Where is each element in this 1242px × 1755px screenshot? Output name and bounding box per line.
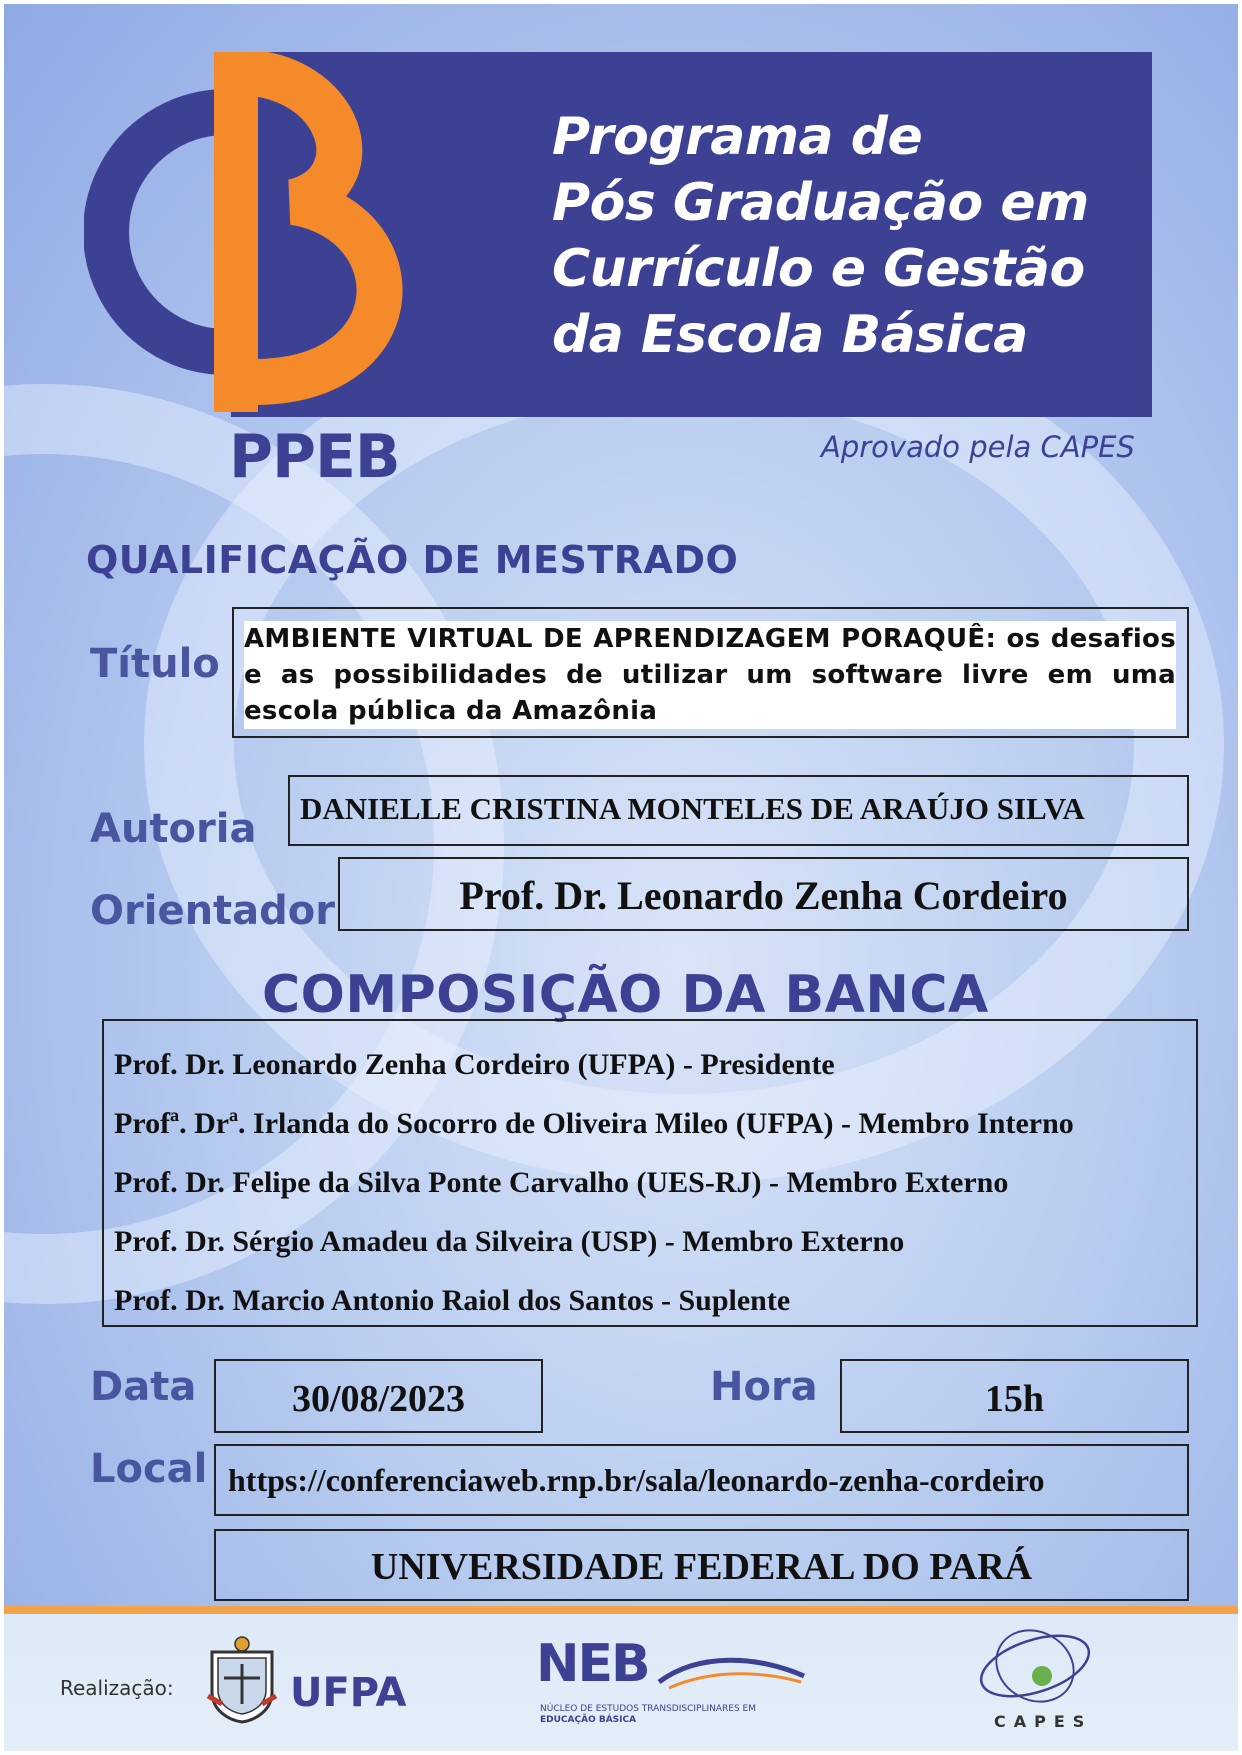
poster (4, 4, 1238, 1751)
realizacao-label: Realização: (60, 1676, 174, 1700)
neb-swoosh-icon (539, 1642, 809, 1702)
banca-box (102, 1019, 1198, 1327)
ppeb-acronym: PPEB (229, 422, 400, 492)
neb-subtitle: NÚCLEO DE ESTUDOS TRANSDISCIPLINARES EM (540, 1704, 756, 1714)
university-name: UNIVERSIDADE FEDERAL DO PARÁ (370, 1546, 1033, 1588)
banca-heading: COMPOSIÇÃO DA BANCA (262, 965, 989, 1025)
date-value: 30/08/2023 (291, 1378, 466, 1420)
advisor-box (338, 857, 1189, 931)
author-name: DANIELLE CRISTINA MONTELES DE ARAÚJO SILVA (300, 791, 1085, 826)
banca-member: Profª. Drª. Irlanda do Socorro de Oliveira Mileo (UFPA) - Membro Interno (114, 1107, 1074, 1140)
capes-approval-text: Aprovado pela CAPES (821, 430, 1135, 464)
advisor-label: Orientador (90, 888, 335, 934)
banca-member: Prof. Dr. Leonardo Zenha Cordeiro (UFPA) - Presidente (114, 1048, 835, 1081)
thesis-title: AMBIENTE VIRTUAL DE APRENDIZAGEM PORAQUÊ: os desafios e as possibilidades de utilizar um software livre em uma escola pública da Amazônia (244, 621, 1176, 729)
neb-subtitle-2: EDUCAÇÃO BÁSICA (540, 1715, 637, 1725)
neb-label: NEB (536, 1634, 649, 1694)
university-box (214, 1529, 1189, 1601)
local-box (214, 1444, 1189, 1516)
title-label: Título (90, 641, 220, 687)
meeting-link[interactable]: https://conferenciaweb.rnp.br/sala/leonardo-zenha-cordeiro (228, 1462, 1045, 1498)
author-box (288, 775, 1189, 846)
banca-list (114, 1035, 1074, 1330)
capes-orbit-icon (970, 1624, 1100, 1714)
ufpa-label: UFPA (290, 1670, 407, 1716)
date-box (214, 1359, 543, 1433)
hour-label: Hora (710, 1364, 818, 1410)
date-label: Data (90, 1364, 197, 1410)
qualification-heading: QUALIFICAÇÃO DE MESTRADO (86, 538, 739, 582)
ufpa-crest-icon (204, 1634, 280, 1724)
hour-box (840, 1359, 1189, 1433)
banca-member: Prof. Dr. Sérgio Amadeu da Silveira (USP) - Membro Externo (114, 1225, 905, 1258)
ppeb-logo-icon (84, 52, 504, 422)
title-box (232, 607, 1189, 738)
capes-label: CAPES (994, 1712, 1093, 1731)
banca-member: Prof. Dr. Felipe da Silva Ponte Carvalho (UES-RJ) - Membro Externo (114, 1166, 1009, 1199)
hour-value: 15h (984, 1378, 1045, 1420)
program-title: Programa de Pós Graduação em Currículo e Gestão da Escola Básica (552, 107, 1089, 365)
footer (4, 1606, 1238, 1751)
author-label: Autoria (90, 806, 257, 852)
advisor-name: Prof. Dr. Leonardo Zenha Cordeiro (459, 873, 1068, 918)
banca-member: Prof. Dr. Marcio Antonio Raiol dos Santos - Suplente (114, 1284, 791, 1317)
local-label: Local (90, 1446, 208, 1492)
